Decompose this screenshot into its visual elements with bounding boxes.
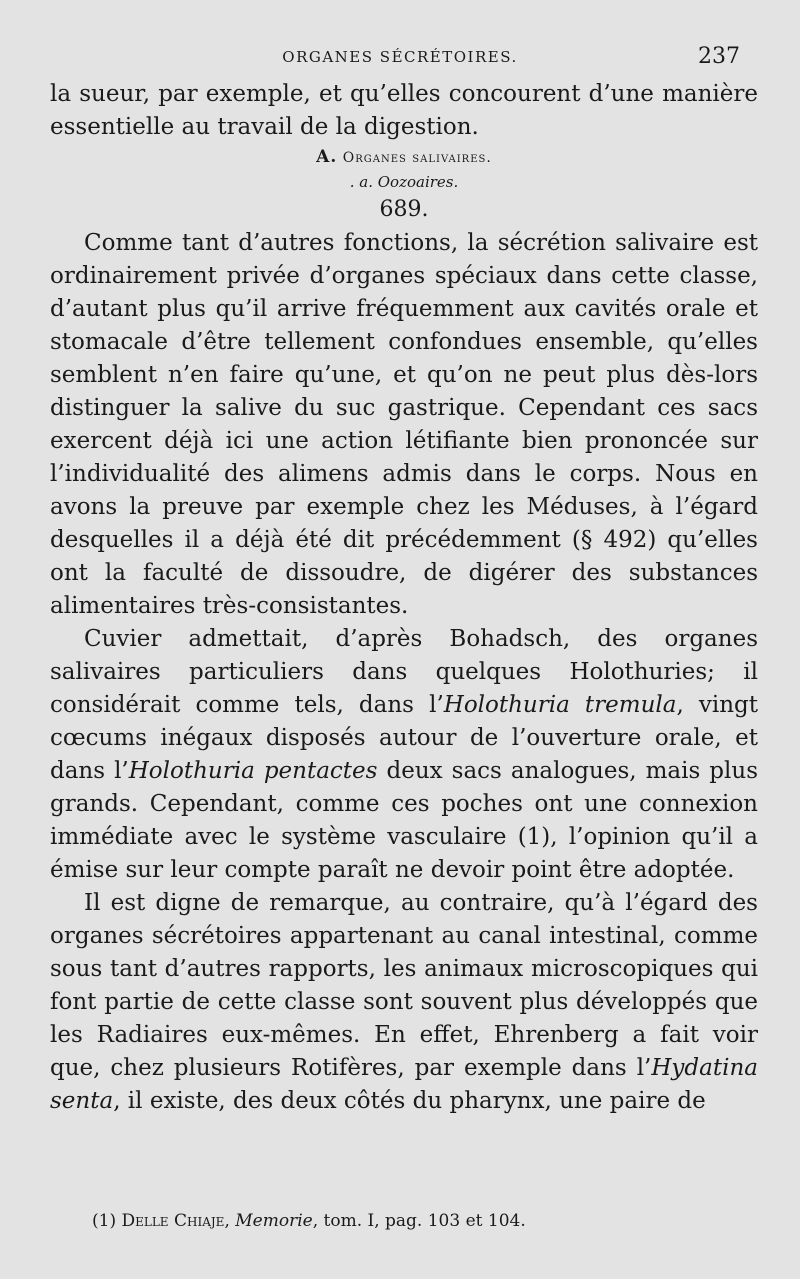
p3-text-a: Il est digne de remarque, au contraire, qu’à l’égard des organes sécrétoires appartenant au canal intestinal, comme sous tant d’autres rapports, les animaux microscopiques qui font partie de cette classe sont souvent plus développés que les Radiaires eux-mêmes. En effet, Ehrenberg a fait voir que, chez plusieurs Rotifères, par exemple dans l’ [50, 890, 758, 1081]
running-head-title: ORGANES SÉCRÉTOIRES. [282, 48, 518, 66]
p2-species-2: Holothuria pentactes [128, 758, 378, 784]
opening-paragraph: la sueur, par exemple, et qu’elles concourent d’une manière essentielle au travail de la digestion. [50, 81, 758, 140]
p2-species-1: Holothuria tremula [443, 692, 677, 718]
footnote-work: Memorie [235, 1211, 313, 1231]
paragraph-3 [50, 887, 758, 1118]
section-title: Organes salivaires. [342, 150, 492, 166]
page-body [50, 78, 758, 1118]
paragraph-2 [50, 623, 758, 887]
footnote-sep: , [224, 1211, 236, 1231]
footnote-rest: , tom. I, pag. 103 et 104. [312, 1211, 526, 1231]
p3-text-b: , il existe, des deux côtés du pharynx, une paire de [113, 1088, 706, 1114]
footnote [92, 1209, 752, 1233]
paragraph-number: 689. [379, 197, 429, 222]
p2-text-b: , vingt cœcums inégaux disposés autour de l’ouverture orale, et dans l’ [50, 692, 758, 784]
p3-species: Hydatina senta [50, 1055, 758, 1114]
page-number: 237 [698, 44, 740, 69]
section-letter: A. [316, 147, 338, 167]
p2-text-a: Cuvier admettait, d’après Bohadsch, des organes salivaires particuliers dans quelques Holothuries; il considérait comme tels, dans l’ [50, 626, 758, 718]
paragraph-1: Comme tant d’autres fonctions, la sécrétion salivaire est ordinairement privée d’organes spéciaux dans cette classe, d’autant plus qu’il arrive fréquemment aux cavités orale et stomacale d’être tellement confondues ensemble, qu’elles semblent n’en faire qu’une, et qu’on ne peut plus dès-lors distinguer la salive du suc gastrique. Cependant ces sacs exercent déjà ici une action létifiante bien prononcée sur l’individualité des alimens admis dans le corps. Nous en avons la preuve par exemple chez les Méduses, à l’égard desquelles il a déjà été dit précédemment (§ 492) qu’elles ont la faculté de dissoudre, de digérer des substances alimentaires très-consistantes. [50, 230, 758, 619]
section-heading [50, 144, 758, 171]
subsection-heading: . a. Oozoaires. [349, 173, 459, 191]
footnote-marker: (1) [92, 1211, 122, 1231]
running-head [0, 44, 800, 74]
footnote-author: Delle Chiaje [121, 1211, 225, 1231]
p2-text-c: deux sacs analogues, mais plus grands. Cependant, comme ces poches ont une connexion immédiate avec le système vasculaire (1), l’opinion qu’il a émise sur leur compte paraît ne devoir point être adoptée. [50, 758, 759, 883]
